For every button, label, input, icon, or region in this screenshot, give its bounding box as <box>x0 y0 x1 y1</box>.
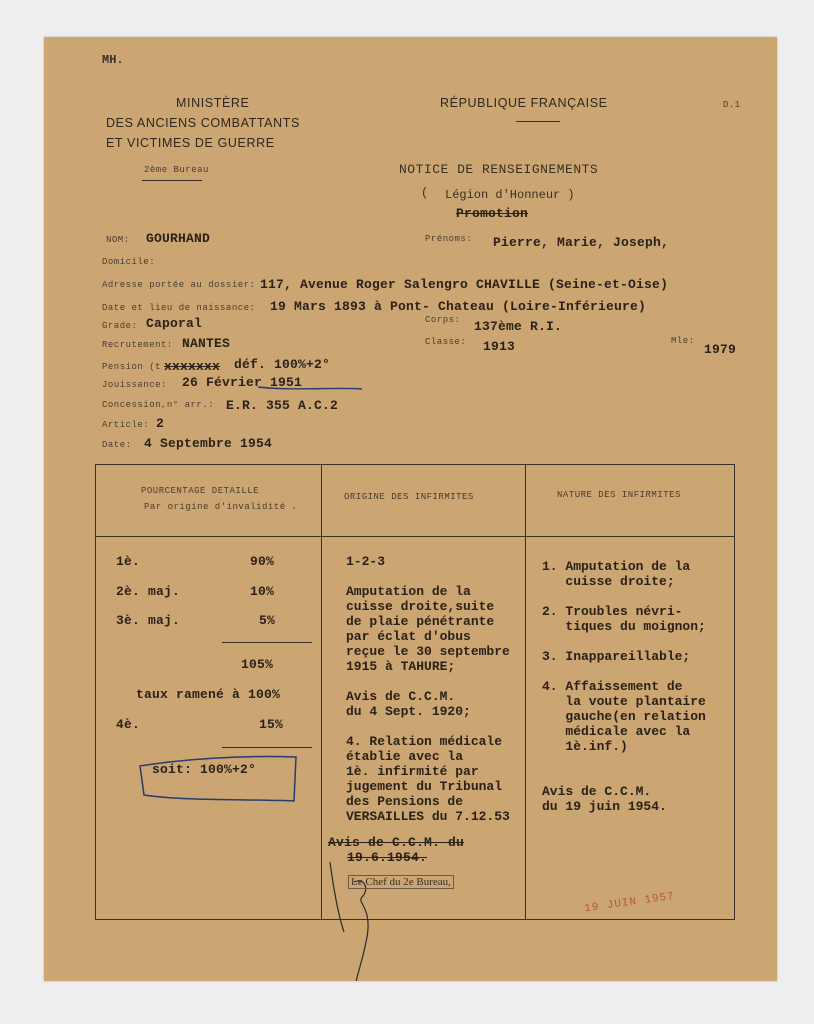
col2-header: ORIGINE DES INFIRMITES <box>344 492 474 502</box>
domicile-label: Domicile: <box>102 257 156 267</box>
origine-struck-1: Avis de C.C.M. du <box>328 835 465 850</box>
adresse-value: 117, Avenue Roger Salengro CHAVILLE (Seine-et-Oise) <box>260 277 669 292</box>
ministry-line-1: MINISTÈRE <box>176 96 250 110</box>
notice-subtitle: Légion d'Honneur ) <box>445 188 575 202</box>
pension-struck: xxxxxxx <box>164 359 221 374</box>
nom-label: NOM: <box>106 235 130 245</box>
recrutement-value: NANTES <box>182 336 231 351</box>
jouissance-value: 26 Février 1951 <box>182 375 303 390</box>
table-col-divider-2 <box>525 465 526 920</box>
nature-line: Avis de C.C.M. <box>542 784 652 799</box>
form-code: D.1 <box>723 100 741 110</box>
nature-line: cuisse droite; <box>542 574 675 589</box>
table-header-divider <box>95 536 735 537</box>
nature-line: tiques du moignon; <box>542 619 706 634</box>
origine-line: 1915 à TAHURE; <box>346 659 456 674</box>
origine-line <box>346 674 510 689</box>
grade-label: Grade: <box>102 321 138 331</box>
nature-line <box>542 754 706 769</box>
origine-line: 1è. infirmité par <box>346 764 479 779</box>
naissance-value: 19 Mars 1893 à Pont- Chateau (Loire-Inférieure) <box>270 299 647 314</box>
col3-header: NATURE DES INFIRMITES <box>557 490 681 500</box>
mle-label: Mle: <box>671 336 695 346</box>
recrutement-label: Recrutement: <box>102 340 173 350</box>
pct-row-2-value: 10% <box>250 584 275 599</box>
origine-line <box>346 719 510 734</box>
nature-line: médicale avec la <box>542 724 691 739</box>
concession-label: Concession,n° arr.: <box>102 400 215 410</box>
pension-value: déf. 100%+2° <box>234 357 331 372</box>
origine-line: 1-2-3 <box>346 554 386 569</box>
pct-row-1-value: 90% <box>250 554 275 569</box>
pct-soit: soit: 100%+2° <box>152 762 257 777</box>
col1-subheader: Par origine d'invalidité . <box>144 502 298 512</box>
col1-header: POURCENTAGE DETAILLE <box>141 486 260 496</box>
origine-line: par éclat d'obus <box>346 629 471 644</box>
origine-line: établie avec la <box>346 749 464 764</box>
corps-label: Corps: <box>425 315 461 325</box>
origine-line: Amputation de la <box>346 584 471 599</box>
prenoms-value: Pierre, Marie, Joseph, <box>493 235 670 250</box>
notice-title: NOTICE DE RENSEIGNEMENTS <box>399 162 599 177</box>
bureau-label: 2ème Bureau <box>144 165 209 175</box>
origine-line: Avis de C.C.M. <box>346 689 456 704</box>
adresse-label: Adresse portée au dossier: <box>102 280 256 290</box>
pct-taux: taux ramené à 100% <box>136 687 281 702</box>
pct-row-2-label: 2è. maj. <box>116 584 181 599</box>
nature-line: 2. Troubles névri- <box>542 604 683 619</box>
article-label: Article: <box>102 420 150 430</box>
concession-value: E.R. 355 A.C.2 <box>226 398 339 413</box>
pct-row-4-label: 4è. <box>116 717 141 732</box>
nature-line <box>542 634 706 649</box>
nature-line: 4. Affaissement de <box>542 679 683 694</box>
nature-text <box>542 559 706 814</box>
origine-struck-2: 19.6.1954. <box>347 850 428 865</box>
promotion-struck: Promotion <box>456 206 529 221</box>
origine-line: 4. Relation médicale <box>346 734 503 749</box>
article-value: 2 <box>156 416 165 431</box>
nom-value: GOURHAND <box>146 231 211 246</box>
origine-text <box>346 554 510 824</box>
nature-line: 1. Amputation de la <box>542 559 691 574</box>
pct-row-1-label: 1è. <box>116 554 141 569</box>
nature-line <box>542 664 706 679</box>
naissance-label: Date et lieu de naissance: <box>102 303 256 313</box>
nature-line: 1è.inf.) <box>542 739 628 754</box>
pct-row-3-label: 3è. maj. <box>116 613 181 628</box>
pct-row-3-value: 5% <box>259 613 276 628</box>
pct-subtotal-rule <box>222 642 312 643</box>
origine-line: reçue le 30 septembre <box>346 644 510 659</box>
nature-line: la voute plantaire <box>542 694 706 709</box>
pct-total-rule <box>222 747 312 748</box>
ministry-line-3: ET VICTIMES DE GUERRE <box>106 136 275 150</box>
table-col-divider-1 <box>321 465 322 920</box>
corps-value: 137ème R.I. <box>474 319 563 334</box>
date-label: Date: <box>102 440 132 450</box>
pct-row-4-value: 15% <box>259 717 284 732</box>
pension-label: Pension (t <box>102 362 162 372</box>
date-value: 4 Septembre 1954 <box>144 436 273 451</box>
notice-subtitle-paren: ( <box>421 186 429 200</box>
classe-value: 1913 <box>483 339 516 354</box>
nature-line: du 19 juin 1954. <box>542 799 667 814</box>
origine-line: VERSAILLES du 7.12.53 <box>346 809 510 824</box>
republic-title: RÉPUBLIQUE FRANÇAISE <box>440 96 608 110</box>
origine-line: cuisse droite,suite <box>346 599 495 614</box>
date-stamp: 19 JUIN 1957 <box>583 890 676 916</box>
nature-line: gauche(en relation <box>542 709 706 724</box>
pct-subtotal: 105% <box>241 657 274 672</box>
nature-line: 3. Inappareillable; <box>542 649 691 664</box>
mle-value: 1979 <box>704 342 737 357</box>
grade-value: Caporal <box>146 316 203 331</box>
prenoms-label: Prénoms: <box>425 234 473 244</box>
nature-line <box>542 589 706 604</box>
origine-line: jugement du Tribunal <box>346 779 503 794</box>
jouissance-label: Jouissance: <box>102 380 167 390</box>
corner-mark: MH. <box>102 53 124 67</box>
ministry-line-2: DES ANCIENS COMBATTANTS <box>106 116 300 130</box>
classe-label: Classe: <box>425 337 467 347</box>
nature-line <box>542 769 706 784</box>
origine-line: de plaie pénétrante <box>346 614 495 629</box>
origine-line: du 4 Sept. 1920; <box>346 704 471 719</box>
origine-line <box>346 569 510 584</box>
chef-stamp: Le Chef du 2e Bureau, <box>348 875 454 889</box>
origine-line: des Pensions de <box>346 794 464 809</box>
document-sheet <box>44 37 777 981</box>
